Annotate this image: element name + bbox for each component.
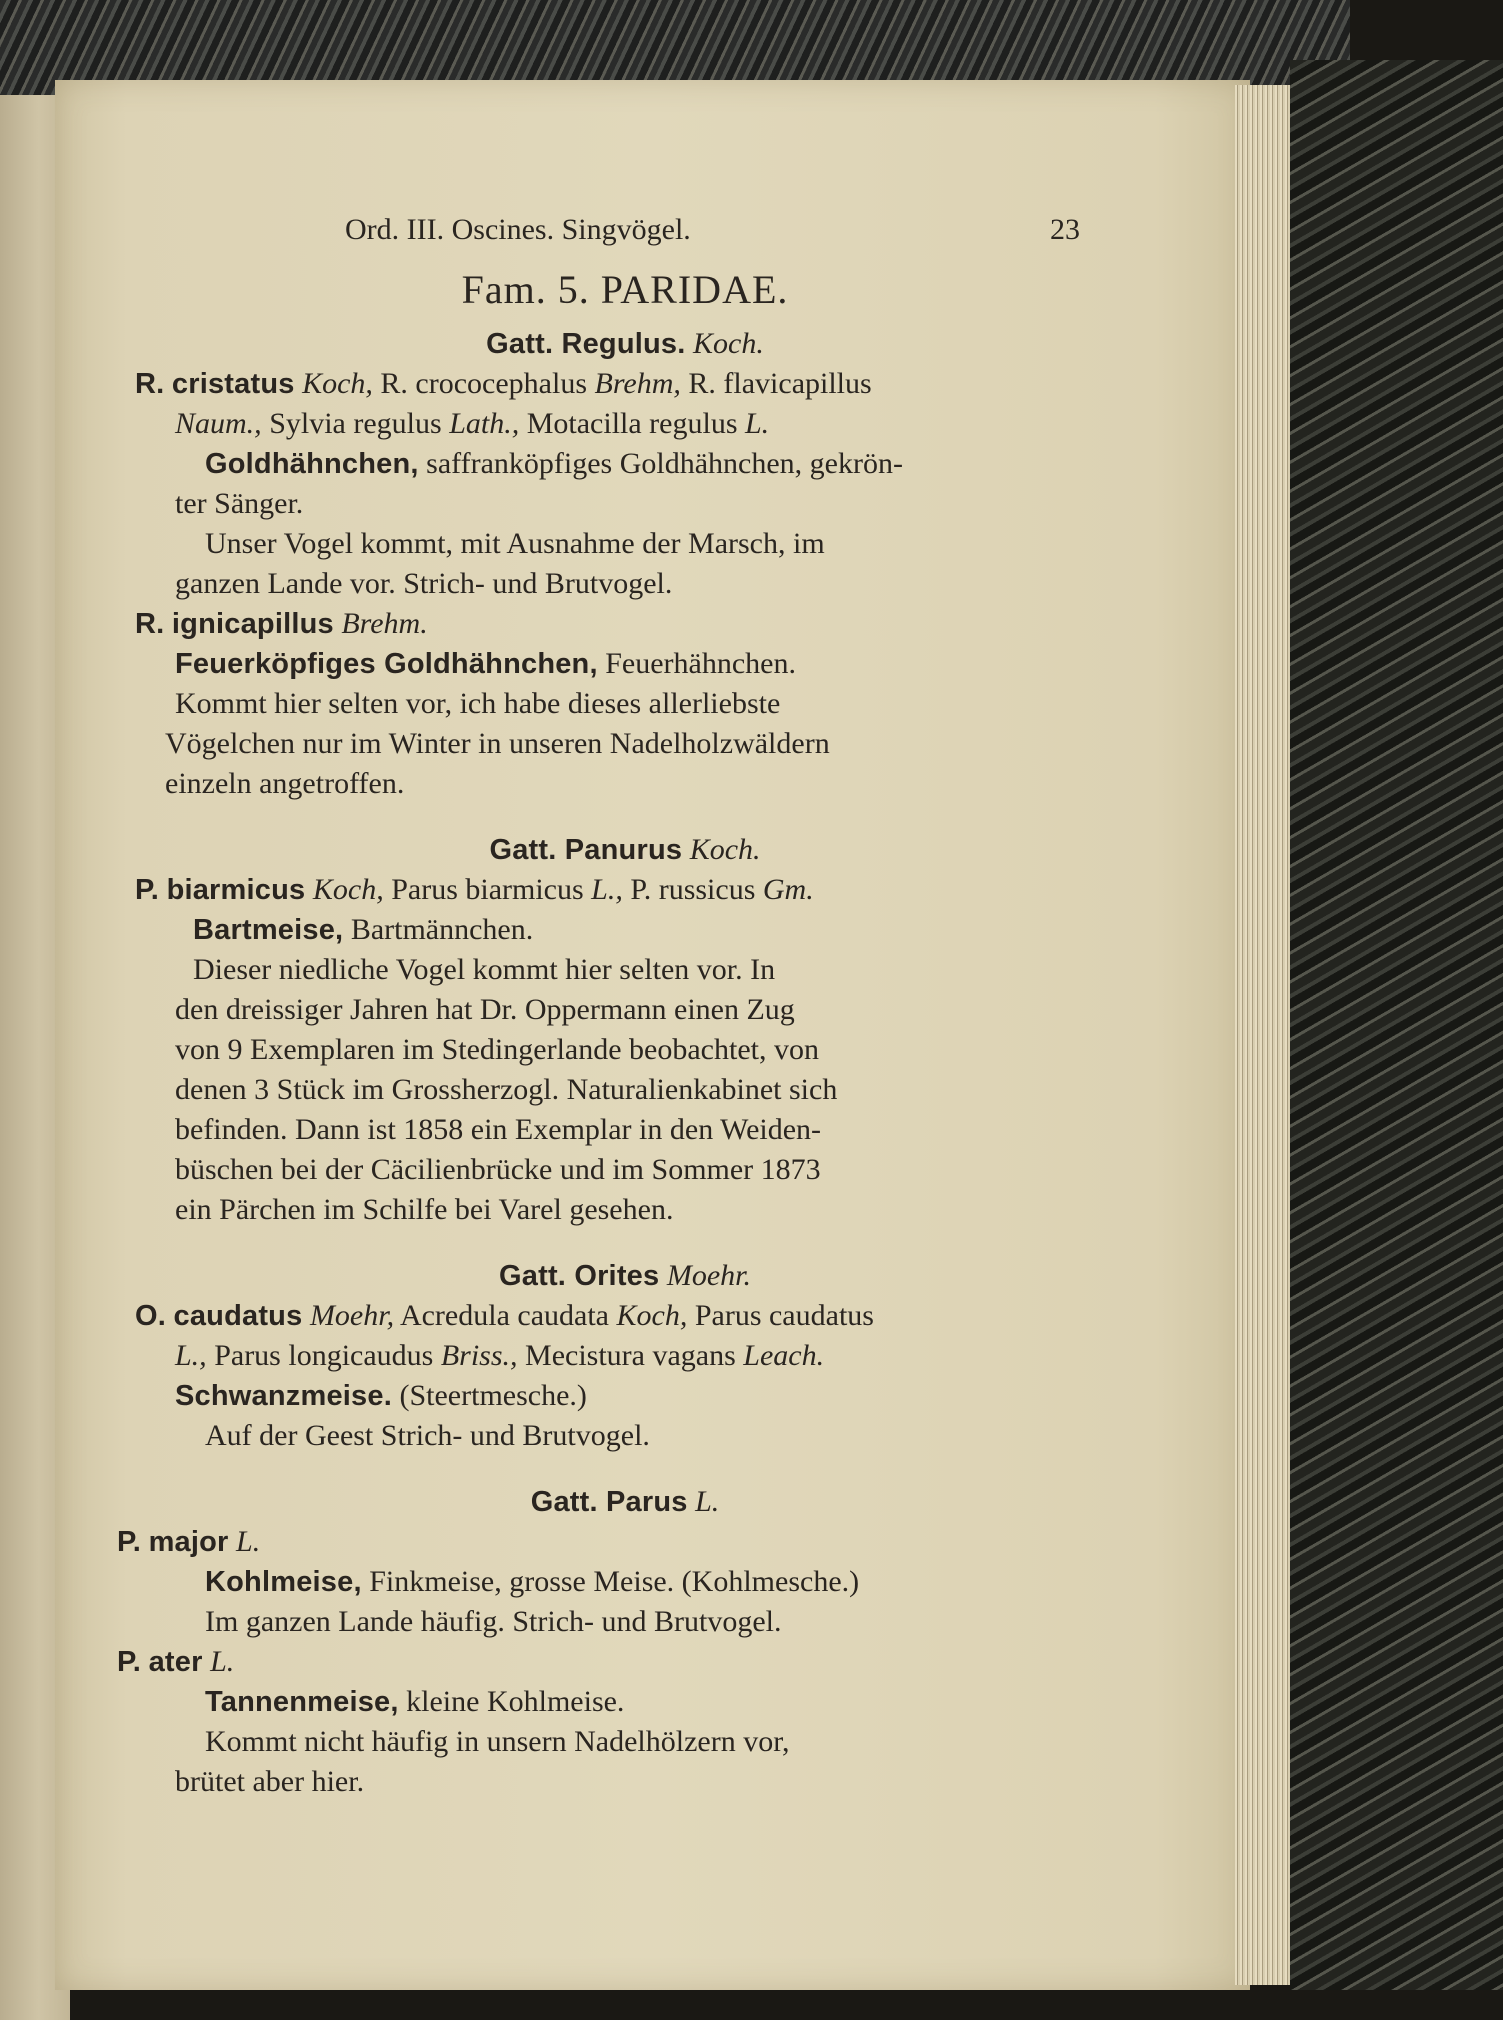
genus-heading-regulus: Gatt. Regulus. Koch. (486, 327, 764, 360)
text-line: Kommt hier selten vor, ich habe dieses allerliebste (175, 687, 781, 720)
text-line: brütet aber hier. (175, 1765, 365, 1798)
text-line: ganzen Lande vor. Strich- und Brutvogel. (175, 567, 673, 600)
text-line: ein Pärchen im Schilfe bei Varel gesehen. (175, 1193, 674, 1226)
genus-heading-panurus: Gatt. Panurus Koch. (489, 833, 761, 866)
text-line: von 9 Exemplaren im Stedingerlande beobachtet, von (175, 1033, 819, 1066)
text-line: Unser Vogel kommt, mit Ausnahme der Marsch, im (205, 527, 825, 560)
genus-heading-orites: Gatt. Orites Moehr. (499, 1259, 751, 1292)
species-entry-parus-major: P. major L. (117, 1525, 261, 1558)
marbled-cover-right (1290, 60, 1503, 1990)
synonym-line: Naum., Sylvia regulus Lath., Motacilla regulus L. (175, 407, 770, 440)
text-line: ter Sänger. (175, 487, 304, 520)
common-name-line: Tannenmeise, kleine Kohlmeise. (205, 1685, 625, 1718)
running-title: Ord. III. Oscines. Singvögel. (345, 213, 691, 246)
common-name-line: Bartmeise, Bartmännchen. (193, 913, 534, 946)
text-line: büschen bei der Cäcilienbrücke und im Sommer 1873 (175, 1153, 821, 1186)
text-line: Auf der Geest Strich- und Brutvogel. (205, 1419, 650, 1452)
text-line: Dieser niedliche Vogel kommt hier selten vor. In (193, 953, 776, 986)
text-line: einzeln angetroffen. (165, 767, 405, 800)
running-header (175, 210, 1080, 250)
species-entry-panurus-biarmicus: P. biarmicus Koch, Parus biarmicus L., P. russicus Gm. (135, 873, 814, 906)
genus-heading-parus: Gatt. Parus L. (530, 1485, 720, 1518)
page-edges (1235, 85, 1290, 1985)
species-entry-regulus-ignicapillus: R. ignicapillus Brehm. (135, 607, 428, 640)
species-entry-regulus-cristatus: R. cristatus Koch, R. crococephalus Brehm, R. flavicapillus (135, 367, 872, 400)
text-line: denen 3 Stück im Grossherzogl. Naturalienkabinet sich (175, 1073, 838, 1106)
species-entry-parus-ater: P. ater L. (117, 1645, 235, 1678)
text-line: Kommt nicht häufig in unsern Nadelhölzern vor, (205, 1725, 790, 1758)
species-entry-orites-caudatus: O. caudatus Moehr, Acredula caudata Koch, Parus caudatus (135, 1299, 874, 1332)
page-text (117, 210, 1080, 1802)
page-number: 23 (1050, 213, 1080, 246)
common-name-line: Kohlmeise, Finkmeise, grosse Meise. (Kohlmesche.) (205, 1565, 860, 1598)
text-line: Im ganzen Lande häufig. Strich- und Brutvogel. (205, 1605, 782, 1638)
common-name-line: Goldhähnchen, saffranköpfiges Goldhähnchen, gekrön- (205, 447, 903, 480)
common-name-line: Feuerköpfiges Goldhähnchen, Feuerhähnchen. (175, 647, 796, 680)
text-line: befinden. Dann ist 1858 ein Exemplar in den Weiden- (175, 1113, 822, 1146)
text-line: den dreissiger Jahren hat Dr. Oppermann einen Zug (175, 993, 795, 1026)
common-name-line: Schwanzmeise. (Steertmesche.) (175, 1379, 587, 1412)
family-title: Fam. 5. PARIDAE. (461, 267, 789, 312)
text-line: Vögelchen nur im Winter in unseren Nadelholzwäldern (165, 727, 830, 760)
synonym-line: L., Parus longicaudus Briss., Mecistura vagans Leach. (175, 1339, 825, 1372)
